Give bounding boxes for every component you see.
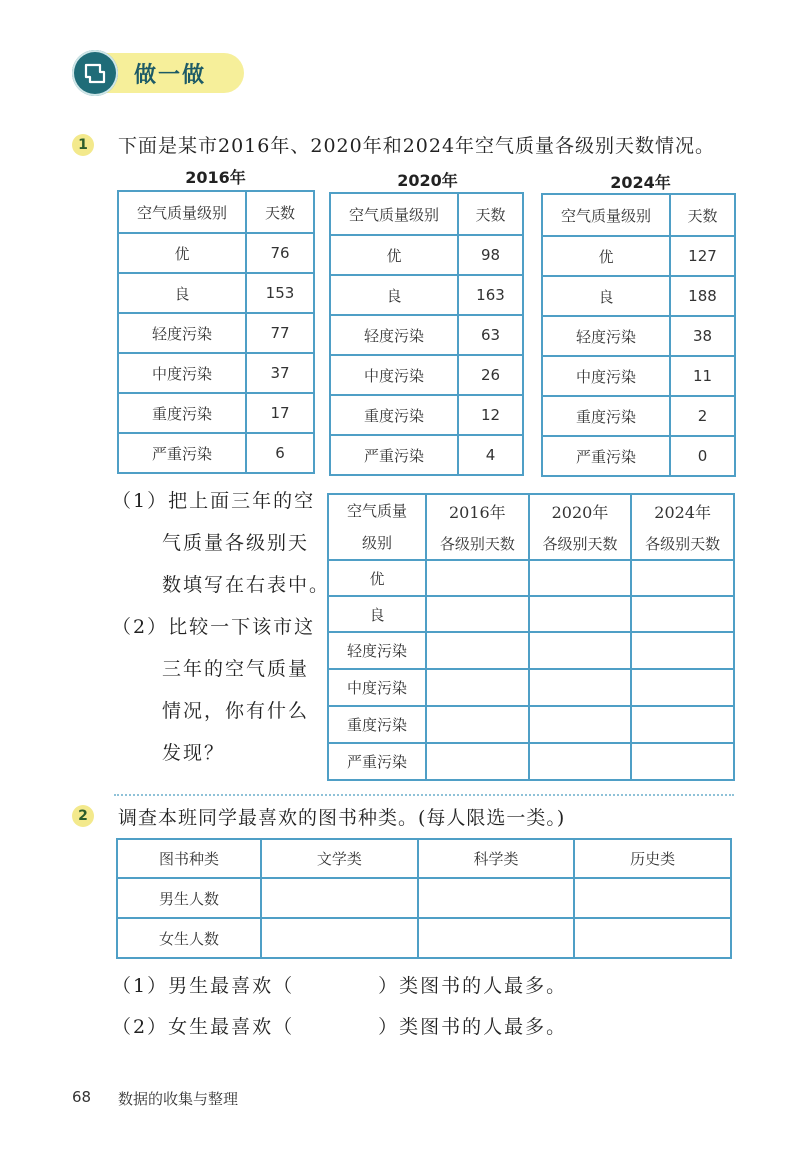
col-header-science: 科学类: [418, 839, 575, 878]
blank-cell[interactable]: [529, 560, 632, 596]
days-cell: 17: [246, 393, 314, 433]
level-cell: 中度污染: [118, 353, 246, 393]
blank-cell[interactable]: [418, 918, 575, 958]
table-2016-title: 2016年: [185, 168, 246, 187]
q2-sub-question-1: （1）男生最喜欢（ ）类图书的人最多。: [112, 975, 568, 997]
days-cell: 0: [670, 436, 735, 476]
col-header-level: 空气质量级别: [542, 194, 670, 236]
level-cell: 轻度污染: [330, 315, 458, 355]
blank-cell[interactable]: [426, 669, 529, 706]
row-header-girls: 女生人数: [117, 918, 261, 958]
activity-icon: [72, 50, 118, 96]
combined-level-cell: 重度污染: [328, 706, 426, 743]
blank-cell[interactable]: [631, 743, 734, 780]
blank-cell[interactable]: [426, 596, 529, 632]
blank-cell[interactable]: [426, 743, 529, 780]
col-header-level: 空气质量级别: [118, 191, 246, 233]
days-cell: 153: [246, 273, 314, 313]
col-header-book-type: 图书种类: [117, 839, 261, 878]
combined-col-subheader: 各级别天数: [529, 528, 632, 560]
blank-cell[interactable]: [418, 878, 575, 918]
book-survey-table: [116, 838, 732, 959]
level-cell: 重度污染: [118, 393, 246, 433]
level-cell: 严重污染: [542, 436, 670, 476]
level-cell: 优: [118, 233, 246, 273]
question-number-1: 1: [72, 134, 94, 156]
level-cell: 重度污染: [330, 395, 458, 435]
question-number-2: 2: [72, 805, 94, 827]
days-cell: 37: [246, 353, 314, 393]
row-header-boys: 男生人数: [117, 878, 261, 918]
col-header-days: 天数: [458, 193, 523, 235]
section-name: 数据的收集与整理: [118, 1090, 239, 1108]
level-cell: 优: [330, 235, 458, 275]
days-cell: 63: [458, 315, 523, 355]
blank-cell[interactable]: [261, 918, 418, 958]
table-2024: [541, 193, 736, 477]
table-2024-title: 2024年: [610, 173, 671, 192]
table-2020-title: 2020年: [397, 171, 458, 190]
question-1-text: 下面是某市2016年、2020年和2024年空气质量各级别天数情况。: [118, 135, 716, 157]
combined-col-subheader: 各级别天数: [426, 528, 529, 560]
days-cell: 11: [670, 356, 735, 396]
sub-question-2: [112, 606, 315, 774]
days-cell: 127: [670, 236, 735, 276]
combined-level-cell: 良: [328, 596, 426, 632]
section-title: 做一做: [134, 63, 207, 88]
level-cell: 中度污染: [330, 355, 458, 395]
blank-cell[interactable]: [261, 878, 418, 918]
col-header-days: 天数: [246, 191, 314, 233]
days-cell: 12: [458, 395, 523, 435]
section-badge: [72, 50, 244, 96]
level-cell: 良: [542, 276, 670, 316]
sub-question-1: [112, 480, 330, 606]
table-2016: [117, 190, 315, 474]
days-cell: 38: [670, 316, 735, 356]
page-number: 68: [72, 1088, 92, 1106]
level-cell: 轻度污染: [542, 316, 670, 356]
level-cell: 轻度污染: [118, 313, 246, 353]
level-cell: 重度污染: [542, 396, 670, 436]
blank-cell[interactable]: [631, 669, 734, 706]
blank-cell[interactable]: [574, 918, 731, 958]
days-cell: 188: [670, 276, 735, 316]
days-cell: 4: [458, 435, 523, 475]
sub-question-1-line: （1）把上面三年的空: [112, 490, 316, 512]
level-cell: 严重污染: [330, 435, 458, 475]
combined-header-line: 级别: [361, 534, 392, 552]
combined-table: [327, 493, 735, 781]
combined-col-header-2016: 2016年: [426, 494, 529, 528]
combined-level-cell: 中度污染: [328, 669, 426, 706]
blank-cell[interactable]: [529, 596, 632, 632]
combined-col-header-2020: 2020年: [529, 494, 632, 528]
blank-cell[interactable]: [426, 632, 529, 669]
combined-header-line: 空气质量: [346, 502, 407, 520]
table-2020: [329, 192, 524, 476]
combined-level-cell: 严重污染: [328, 743, 426, 780]
sub-question-2-line: 情况，你有什么: [162, 700, 310, 722]
level-cell: 严重污染: [118, 433, 246, 473]
days-cell: 163: [458, 275, 523, 315]
blank-cell[interactable]: [529, 743, 632, 780]
sub-question-2-line: 三年的空气质量: [162, 658, 310, 680]
level-cell: 良: [330, 275, 458, 315]
combined-col-header-level: [328, 494, 426, 560]
blank-cell[interactable]: [529, 669, 632, 706]
days-cell: 6: [246, 433, 314, 473]
combined-col-header-2024: 2024年: [631, 494, 734, 528]
sub-question-1-line: 气质量各级别天: [162, 532, 310, 554]
days-cell: 26: [458, 355, 523, 395]
days-cell: 76: [246, 233, 314, 273]
question-2-text: 调查本班同学最喜欢的图书种类。(每人限选一类。): [118, 807, 566, 829]
blank-cell[interactable]: [631, 706, 734, 743]
blank-cell[interactable]: [529, 632, 632, 669]
col-header-literature: 文学类: [261, 839, 418, 878]
blank-cell[interactable]: [631, 632, 734, 669]
blank-cell[interactable]: [529, 706, 632, 743]
blank-cell[interactable]: [426, 560, 529, 596]
level-cell: 良: [118, 273, 246, 313]
blank-cell[interactable]: [426, 706, 529, 743]
combined-level-cell: 轻度污染: [328, 632, 426, 669]
level-cell: 优: [542, 236, 670, 276]
col-header-days: 天数: [670, 194, 735, 236]
blank-cell[interactable]: [631, 560, 734, 596]
days-cell: 77: [246, 313, 314, 353]
level-cell: 中度污染: [542, 356, 670, 396]
q2-sub-question-2: （2）女生最喜欢（ ）类图书的人最多。: [112, 1016, 568, 1038]
blank-cell[interactable]: [631, 596, 734, 632]
blank-cell[interactable]: [574, 878, 731, 918]
sub-question-1-line: 数填写在右表中。: [162, 574, 331, 596]
combined-level-cell: 优: [328, 560, 426, 596]
section-divider: [114, 794, 734, 796]
sub-question-2-line: （2）比较一下该市这: [112, 616, 316, 638]
days-cell: 98: [458, 235, 523, 275]
col-header-history: 历史类: [574, 839, 731, 878]
days-cell: 2: [670, 396, 735, 436]
sub-question-2-line: 发现？: [162, 742, 226, 764]
col-header-level: 空气质量级别: [330, 193, 458, 235]
combined-col-subheader: 各级别天数: [631, 528, 734, 560]
